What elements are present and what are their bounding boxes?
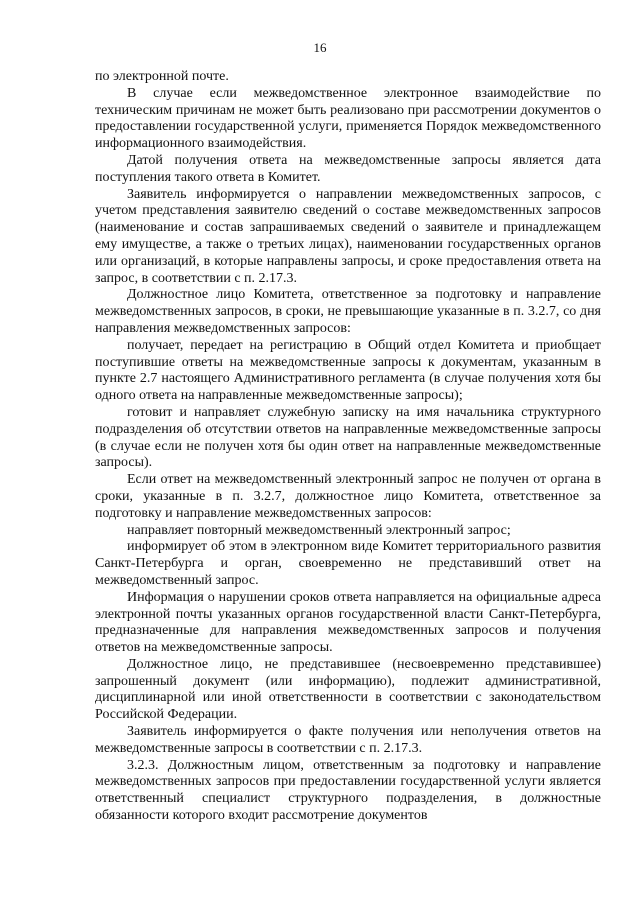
paragraph: получает, передает на регистрацию в Общий отдел Комитета и приобщает поступившие ответы на межведомственные запросы к документам, указанным в пункте 2.7 настоящего Административного регламента (в случае получения хотя бы одного ответа на направленные межведомственные запросы); — [95, 337, 601, 404]
paragraph: по электронной почте. — [95, 69, 229, 84]
page-number: 16 — [313, 40, 327, 55]
paragraph: информирует об этом в электронном виде Комитет территориального развития Санкт-Петербурга и орган, своевременно не представивший ответ на межведомственный запрос. — [95, 539, 601, 588]
paragraph: Должностное лицо, не представившее (несвоевременно представившее) запрошенный документ (или информацию), подлежит административной, дисциплинарной или иной ответственности в соответствии с законодательством Российской Федерации. — [95, 656, 601, 723]
paragraph: 3.2.3. Должностным лицом, ответственным за подготовку и направление межведомственных запросов при предоставлении государственной услуги является ответственный специалист структурного подразделения, в должностные обязанности которого входит рассмотрение документов — [95, 757, 601, 824]
paragraph: Должностное лицо Комитета, ответственное за подготовку и направление межведомственных запросов, в сроки, не превышающие указанные в п. 3.2.7, со дня направления межведомственных запросов: — [95, 287, 601, 336]
document-body — [95, 69, 601, 825]
paragraph: направляет повторный межведомственный электронный запрос; — [127, 522, 511, 538]
paragraph: Заявитель информируется о направлении межведомственных запросов, с учетом представления заявителю сведений о составе межведомственных запросов (наименование и состав запрашиваемых сведений о заявителе и принадлежащем ему имуществе, а также о третьих лицах), наименовании государственных органов или организаций, в которые направлены запросы, и сроке предоставления ответа на запрос, в соответствии с п. 2.17.3. — [95, 186, 601, 286]
paragraph: В случае если межведомственное электронное взаимодействие по техническим причинам не может быть реализовано при рассмотрении документов о предоставлении государственной услуги, применяется Порядок межведомственного информационного взаимодействия. — [95, 85, 601, 152]
paragraph: Заявитель информируется о факте получения или неполучения ответов на межведомственные запросы в соответствии с п. 2.17.3. — [95, 724, 601, 756]
paragraph: готовит и направляет служебную записку на имя начальника структурного подразделения об отсутствии ответов на направленные межведомственные запросы (в случае если не получен хотя бы один ответ на направленные межведомственные запросы). — [95, 404, 601, 471]
paragraph: Если ответ на межведомственный электронный запрос не получен от органа в сроки, указанные в п. 3.2.7, должностное лицо Комитета, ответственное за подготовку и направление межведомственных запросов: — [95, 472, 601, 521]
paragraph: Информация о нарушении сроков ответа направляется на официальные адреса электронной почты указанных органов государственной власти Санкт-Петербурга, предназначенные для направления межведомственных запросов и получения ответов на межведомственные запросы. — [95, 589, 601, 656]
paragraph: Датой получения ответа на межведомственные запросы является дата поступления такого ответа в Комитет. — [95, 152, 601, 185]
